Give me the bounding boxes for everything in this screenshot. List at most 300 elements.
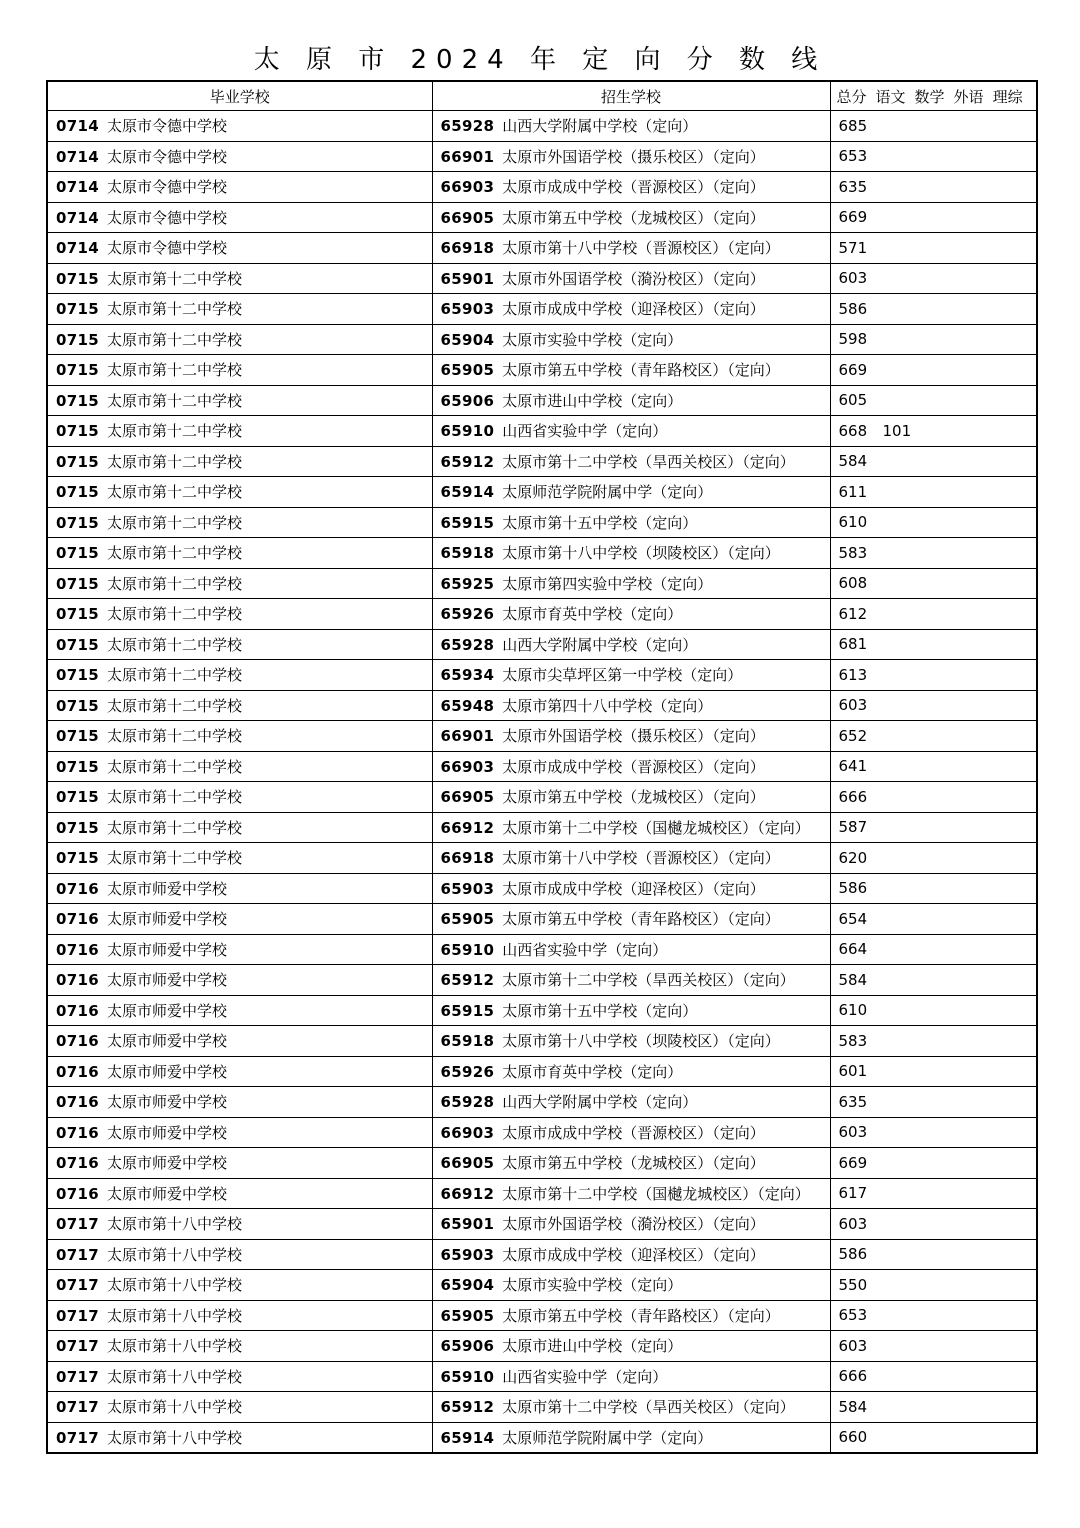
grad-school-code: 0717 [56, 1367, 99, 1386]
table-row [47, 202, 1037, 233]
grad-school-name: 太原市师爱中学校 [106, 940, 227, 959]
total-score: 605 [838, 391, 868, 410]
enroll-school-name: 太原市第五中学校（龙城校区）（定向） [502, 1154, 765, 1173]
enroll-school-cell [432, 1361, 830, 1392]
score-cell [830, 111, 1037, 142]
total-score: 586 [838, 879, 868, 898]
total-score: 611 [838, 482, 868, 501]
enroll-school-name: 太原市第四十八中学校（定向） [502, 696, 713, 715]
table-row [47, 507, 1037, 538]
grad-school-cell [47, 1026, 432, 1057]
header-enroll-school: 招生学校 [432, 81, 830, 111]
total-score: 641 [838, 757, 868, 776]
grad-school-code: 0716 [56, 940, 99, 959]
grad-school-code: 0715 [56, 483, 99, 502]
grad-school-name: 太原市第十二中学校 [106, 391, 242, 410]
grad-school-code: 0715 [56, 422, 99, 441]
score-cell [830, 629, 1037, 660]
grad-school-name: 太原市师爱中学校 [106, 879, 227, 898]
table-row [47, 1300, 1037, 1331]
table-row [47, 1026, 1037, 1057]
enroll-school-name: 太原市育英中学校（定向） [502, 605, 683, 624]
enroll-school-cell [432, 568, 830, 599]
grad-school-cell [47, 1270, 432, 1301]
grad-school-name: 太原市令德中学校 [106, 178, 227, 197]
table-row [47, 751, 1037, 782]
grad-school-name: 太原市第十二中学校 [106, 452, 242, 471]
table-row [47, 1422, 1037, 1453]
enroll-school-name: 太原市进山中学校（定向） [502, 1337, 683, 1356]
grad-school-name: 太原市师爱中学校 [106, 971, 227, 990]
enroll-school-code: 65926 [440, 605, 495, 624]
enroll-school-cell [432, 1422, 830, 1453]
grad-school-name: 太原市第十八中学校 [106, 1367, 242, 1386]
grad-school-cell [47, 934, 432, 965]
total-score: 603 [838, 1336, 868, 1355]
score-cell [830, 416, 1037, 447]
grad-school-cell [47, 233, 432, 264]
grad-school-name: 太原市令德中学校 [106, 117, 227, 136]
enroll-school-name: 太原市实验中学校（定向） [502, 1276, 683, 1295]
enroll-school-code: 65948 [440, 696, 495, 715]
total-score: 669 [838, 208, 868, 227]
total-score: 583 [838, 1031, 868, 1050]
grad-school-cell [47, 751, 432, 782]
enroll-school-code: 66912 [440, 1184, 495, 1203]
table-row [47, 263, 1037, 294]
grad-school-name: 太原市第十二中学校 [106, 544, 242, 563]
enroll-school-code: 65912 [440, 1398, 495, 1417]
score-cell [830, 812, 1037, 843]
total-score: 666 [838, 787, 868, 806]
grad-school-code: 0715 [56, 544, 99, 563]
grad-school-name: 太原市第十二中学校 [106, 483, 242, 502]
enroll-school-name: 太原师范学院附属中学（定向） [502, 1428, 713, 1447]
grad-school-name: 太原市师爱中学校 [106, 1001, 227, 1020]
grad-school-code: 0714 [56, 178, 99, 197]
enroll-school-name: 太原市成成中学校（晋源校区）（定向） [502, 1123, 765, 1142]
grad-school-code: 0714 [56, 208, 99, 227]
grad-school-cell [47, 1392, 432, 1423]
table-row [47, 1392, 1037, 1423]
grad-school-code: 0715 [56, 269, 99, 288]
enroll-school-name: 太原市外国语学校（漪汾校区）（定向） [502, 1215, 765, 1234]
total-score: 664 [838, 940, 868, 959]
enroll-school-cell [432, 324, 830, 355]
grad-school-name: 太原市师爱中学校 [106, 1093, 227, 1112]
score-cell [830, 294, 1037, 325]
table-row [47, 1331, 1037, 1362]
total-score: 586 [838, 299, 868, 318]
enroll-school-code: 65903 [440, 1245, 495, 1264]
enroll-school-code: 65905 [440, 910, 495, 929]
grad-school-name: 太原市第十八中学校 [106, 1276, 242, 1295]
grad-school-code: 0715 [56, 452, 99, 471]
enroll-school-cell [432, 263, 830, 294]
enroll-school-code: 65901 [440, 269, 495, 288]
grad-school-code: 0715 [56, 574, 99, 593]
grad-school-name: 太原市第十八中学校 [106, 1398, 242, 1417]
grad-school-cell [47, 1178, 432, 1209]
enroll-school-cell [432, 172, 830, 203]
grad-school-cell [47, 568, 432, 599]
enroll-school-cell [432, 1239, 830, 1270]
grad-school-cell [47, 721, 432, 752]
enroll-school-code: 65910 [440, 940, 495, 959]
table-body [47, 111, 1037, 1454]
enroll-school-name: 太原市第四实验中学校（定向） [502, 574, 713, 593]
grad-school-code: 0715 [56, 300, 99, 319]
enroll-school-name: 太原市第十二中学校（旱西关校区）（定向） [502, 452, 795, 471]
enroll-school-code: 66918 [440, 239, 495, 258]
grad-school-code: 0717 [56, 1428, 99, 1447]
table-row [47, 141, 1037, 172]
table-row [47, 1117, 1037, 1148]
grad-school-name: 太原市第十二中学校 [106, 727, 242, 746]
enroll-school-cell [432, 294, 830, 325]
enroll-school-code: 65914 [440, 483, 495, 502]
table-header-row [47, 81, 1037, 111]
score-cell [830, 843, 1037, 874]
grad-school-name: 太原市第十八中学校 [106, 1245, 242, 1264]
total-score: 603 [838, 696, 868, 715]
enroll-school-name: 山西大学附属中学校（定向） [502, 117, 698, 136]
grad-school-code: 0716 [56, 1001, 99, 1020]
table-row [47, 416, 1037, 447]
enroll-school-name: 太原市外国语学校（摄乐校区）（定向） [502, 727, 765, 746]
grad-school-name: 太原市第十二中学校 [106, 574, 242, 593]
table-row [47, 294, 1037, 325]
grad-school-cell [47, 202, 432, 233]
table-row [47, 233, 1037, 264]
grad-school-code: 0715 [56, 757, 99, 776]
score-cell [830, 904, 1037, 935]
grad-school-name: 太原市令德中学校 [106, 239, 227, 258]
enroll-school-cell [432, 812, 830, 843]
grad-school-name: 太原市第十二中学校 [106, 361, 242, 380]
enroll-school-cell [432, 660, 830, 691]
enroll-school-code: 65903 [440, 879, 495, 898]
enroll-school-name: 太原市第十二中学校（国樾龙城校区）（定向） [502, 1184, 810, 1203]
enroll-school-cell [432, 1178, 830, 1209]
grad-school-cell [47, 873, 432, 904]
grad-school-cell [47, 1209, 432, 1240]
grad-school-name: 太原市令德中学校 [106, 147, 227, 166]
grad-school-cell [47, 660, 432, 691]
grad-school-cell [47, 446, 432, 477]
table-row [47, 995, 1037, 1026]
total-score: 635 [838, 177, 868, 196]
score-cell [830, 965, 1037, 996]
header-total: 总分 [836, 87, 867, 106]
enroll-school-name: 太原市成成中学校（迎泽校区）（定向） [502, 1245, 765, 1264]
table-row [47, 324, 1037, 355]
enroll-school-name: 太原市外国语学校（漪汾校区）（定向） [502, 269, 765, 288]
enroll-school-cell [432, 233, 830, 264]
chinese-score: 101 [882, 421, 912, 440]
enroll-school-code: 65928 [440, 635, 495, 654]
grad-school-cell [47, 1239, 432, 1270]
grad-school-name: 太原市第十二中学校 [106, 605, 242, 624]
grad-school-cell [47, 995, 432, 1026]
score-cell [830, 1178, 1037, 1209]
enroll-school-name: 太原市育英中学校（定向） [502, 1062, 683, 1081]
enroll-school-name: 太原市成成中学校（迎泽校区）（定向） [502, 879, 765, 898]
total-score: 587 [838, 818, 868, 837]
grad-school-code: 0716 [56, 910, 99, 929]
grad-school-name: 太原市第十二中学校 [106, 818, 242, 837]
enroll-school-name: 太原市尖草坪区第一中学校（定向） [502, 666, 743, 685]
enroll-school-name: 山西大学附属中学校（定向） [502, 635, 698, 654]
enroll-school-code: 65912 [440, 971, 495, 990]
enroll-school-cell [432, 141, 830, 172]
grad-school-code: 0716 [56, 879, 99, 898]
enroll-school-code: 66912 [440, 818, 495, 837]
enroll-school-name: 太原市第十八中学校（晋源校区）（定向） [502, 849, 780, 868]
enroll-school-name: 太原市成成中学校（晋源校区）（定向） [502, 178, 765, 197]
enroll-school-cell [432, 629, 830, 660]
total-score: 610 [838, 513, 868, 532]
grad-school-code: 0716 [56, 1184, 99, 1203]
table-row [47, 721, 1037, 752]
enroll-school-code: 66905 [440, 1154, 495, 1173]
grad-school-code: 0715 [56, 605, 99, 624]
score-cell [830, 1026, 1037, 1057]
enroll-school-code: 65934 [440, 666, 495, 685]
score-cell [830, 355, 1037, 386]
score-cell [830, 1422, 1037, 1453]
enroll-school-cell [432, 1148, 830, 1179]
grad-school-cell [47, 1300, 432, 1331]
grad-school-name: 太原市师爱中学校 [106, 1154, 227, 1173]
grad-school-code: 0714 [56, 239, 99, 258]
enroll-school-name: 太原市第十五中学校（定向） [502, 1001, 698, 1020]
enroll-school-name: 太原市进山中学校（定向） [502, 391, 683, 410]
score-table [46, 80, 1038, 1454]
grad-school-name: 太原市第十二中学校 [106, 696, 242, 715]
enroll-school-cell [432, 1300, 830, 1331]
enroll-school-cell [432, 1056, 830, 1087]
grad-school-code: 0716 [56, 1032, 99, 1051]
score-cell [830, 660, 1037, 691]
score-cell [830, 1331, 1037, 1362]
grad-school-code: 0714 [56, 147, 99, 166]
enroll-school-code: 66918 [440, 849, 495, 868]
grad-school-cell [47, 385, 432, 416]
total-score: 550 [838, 1275, 868, 1294]
grad-school-cell [47, 416, 432, 447]
grad-school-name: 太原市第十八中学校 [106, 1428, 242, 1447]
grad-school-cell [47, 904, 432, 935]
grad-school-name: 太原市第十二中学校 [106, 422, 242, 441]
total-score: 603 [838, 1123, 868, 1142]
score-cell [830, 172, 1037, 203]
enroll-school-cell [432, 1270, 830, 1301]
grad-school-code: 0715 [56, 666, 99, 685]
score-cell [830, 1209, 1037, 1240]
grad-school-cell [47, 263, 432, 294]
total-score: 571 [838, 238, 868, 257]
total-score: 598 [838, 330, 868, 349]
enroll-school-name: 太原市第五中学校（青年路校区）（定向） [502, 910, 780, 929]
score-cell [830, 721, 1037, 752]
enroll-school-name: 太原市第十八中学校（坝陵校区）（定向） [502, 1032, 780, 1051]
enroll-school-name: 山西大学附属中学校（定向） [502, 1093, 698, 1112]
grad-school-name: 太原市第十二中学校 [106, 330, 242, 349]
enroll-school-name: 山西省实验中学（定向） [502, 1367, 668, 1386]
enroll-school-cell [432, 538, 830, 569]
grad-school-name: 太原市师爱中学校 [106, 1062, 227, 1081]
table-row [47, 873, 1037, 904]
score-cell [830, 385, 1037, 416]
grad-school-cell [47, 782, 432, 813]
score-cell [830, 538, 1037, 569]
enroll-school-name: 太原市第十二中学校（旱西关校区）（定向） [502, 971, 795, 990]
enroll-school-code: 65910 [440, 422, 495, 441]
enroll-school-code: 65903 [440, 300, 495, 319]
enroll-school-code: 65915 [440, 1001, 495, 1020]
score-cell [830, 782, 1037, 813]
enroll-school-code: 66905 [440, 788, 495, 807]
table-row [47, 1209, 1037, 1240]
header-science: 理综 [992, 87, 1023, 106]
grad-school-code: 0716 [56, 1093, 99, 1112]
total-score: 586 [838, 1245, 868, 1264]
enroll-school-code: 65905 [440, 1306, 495, 1325]
grad-school-name: 太原市第十二中学校 [106, 269, 242, 288]
enroll-school-cell [432, 416, 830, 447]
score-cell [830, 202, 1037, 233]
table-row [47, 1178, 1037, 1209]
enroll-school-code: 65910 [440, 1367, 495, 1386]
grad-school-cell [47, 965, 432, 996]
score-cell [830, 690, 1037, 721]
grad-school-name: 太原市第十二中学校 [106, 300, 242, 319]
score-cell [830, 324, 1037, 355]
total-score: 654 [838, 909, 868, 928]
grad-school-name: 太原市师爱中学校 [106, 1184, 227, 1203]
grad-school-code: 0717 [56, 1215, 99, 1234]
enroll-school-code: 65904 [440, 330, 495, 349]
score-cell [830, 507, 1037, 538]
enroll-school-code: 66901 [440, 727, 495, 746]
grad-school-cell [47, 111, 432, 142]
grad-school-cell [47, 1148, 432, 1179]
grad-school-name: 太原市第十二中学校 [106, 635, 242, 654]
total-score: 584 [838, 1397, 868, 1416]
enroll-school-code: 65925 [440, 574, 495, 593]
grad-school-code: 0716 [56, 971, 99, 990]
enroll-school-cell [432, 1087, 830, 1118]
score-cell [830, 1056, 1037, 1087]
total-score: 668 [838, 421, 868, 440]
grad-school-cell [47, 507, 432, 538]
grad-school-cell [47, 629, 432, 660]
enroll-school-name: 太原市外国语学校（摄乐校区）（定向） [502, 147, 765, 166]
total-score: 612 [838, 604, 868, 623]
table-row [47, 111, 1037, 142]
grad-school-code: 0717 [56, 1245, 99, 1264]
table-row [47, 904, 1037, 935]
enroll-school-code: 66903 [440, 1123, 495, 1142]
grad-school-code: 0716 [56, 1062, 99, 1081]
table-row [47, 1087, 1037, 1118]
enroll-school-cell [432, 782, 830, 813]
table-row [47, 599, 1037, 630]
enroll-school-name: 太原市第五中学校（龙城校区）（定向） [502, 788, 765, 807]
grad-school-cell [47, 324, 432, 355]
score-cell [830, 263, 1037, 294]
enroll-school-cell [432, 1026, 830, 1057]
enroll-school-name: 太原市实验中学校（定向） [502, 330, 683, 349]
table-row [47, 1361, 1037, 1392]
score-cell [830, 1148, 1037, 1179]
enroll-school-code: 65918 [440, 544, 495, 563]
table-row [47, 934, 1037, 965]
grad-school-code: 0715 [56, 788, 99, 807]
enroll-school-cell [432, 965, 830, 996]
grad-school-code: 0717 [56, 1337, 99, 1356]
grad-school-cell [47, 477, 432, 508]
enroll-school-cell [432, 355, 830, 386]
enroll-school-cell [432, 843, 830, 874]
total-score: 603 [838, 269, 868, 288]
enroll-school-name: 太原师范学院附属中学（定向） [502, 483, 713, 502]
total-score: 601 [838, 1062, 868, 1081]
grad-school-code: 0715 [56, 635, 99, 654]
enroll-school-code: 65914 [440, 1428, 495, 1447]
grad-school-code: 0717 [56, 1398, 99, 1417]
enroll-school-name: 太原市成成中学校（晋源校区）（定向） [502, 757, 765, 776]
total-score: 666 [838, 1367, 868, 1386]
enroll-school-name: 山西省实验中学（定向） [502, 422, 668, 441]
grad-school-code: 0717 [56, 1306, 99, 1325]
header-english: 外语 [953, 87, 984, 106]
enroll-school-code: 66903 [440, 757, 495, 776]
enroll-school-code: 65928 [440, 1093, 495, 1112]
enroll-school-name: 太原市第十二中学校（旱西关校区）（定向） [502, 1398, 795, 1417]
enroll-school-name: 太原市第五中学校（青年路校区）（定向） [502, 361, 780, 380]
total-score: 669 [838, 1153, 868, 1172]
grad-school-name: 太原市第十八中学校 [106, 1215, 242, 1234]
enroll-school-name: 太原市成成中学校（迎泽校区）（定向） [502, 300, 765, 319]
enroll-school-cell [432, 1117, 830, 1148]
grad-school-code: 0715 [56, 361, 99, 380]
table-row [47, 782, 1037, 813]
enroll-school-code: 65915 [440, 513, 495, 532]
enroll-school-cell [432, 1331, 830, 1362]
enroll-school-cell [432, 873, 830, 904]
table-row [47, 812, 1037, 843]
enroll-school-code: 65904 [440, 1276, 495, 1295]
total-score: 603 [838, 1214, 868, 1233]
table-row [47, 1148, 1037, 1179]
grad-school-code: 0716 [56, 1154, 99, 1173]
total-score: 613 [838, 665, 868, 684]
total-score: 660 [838, 1428, 868, 1447]
grad-school-code: 0715 [56, 696, 99, 715]
grad-school-name: 太原市第十二中学校 [106, 513, 242, 532]
enroll-school-cell [432, 446, 830, 477]
header-math: 数学 [914, 87, 945, 106]
enroll-school-cell [432, 111, 830, 142]
enroll-school-cell [432, 507, 830, 538]
score-cell [830, 141, 1037, 172]
grad-school-name: 太原市第十二中学校 [106, 849, 242, 868]
grad-school-cell [47, 843, 432, 874]
grad-school-cell [47, 172, 432, 203]
enroll-school-code: 66903 [440, 178, 495, 197]
